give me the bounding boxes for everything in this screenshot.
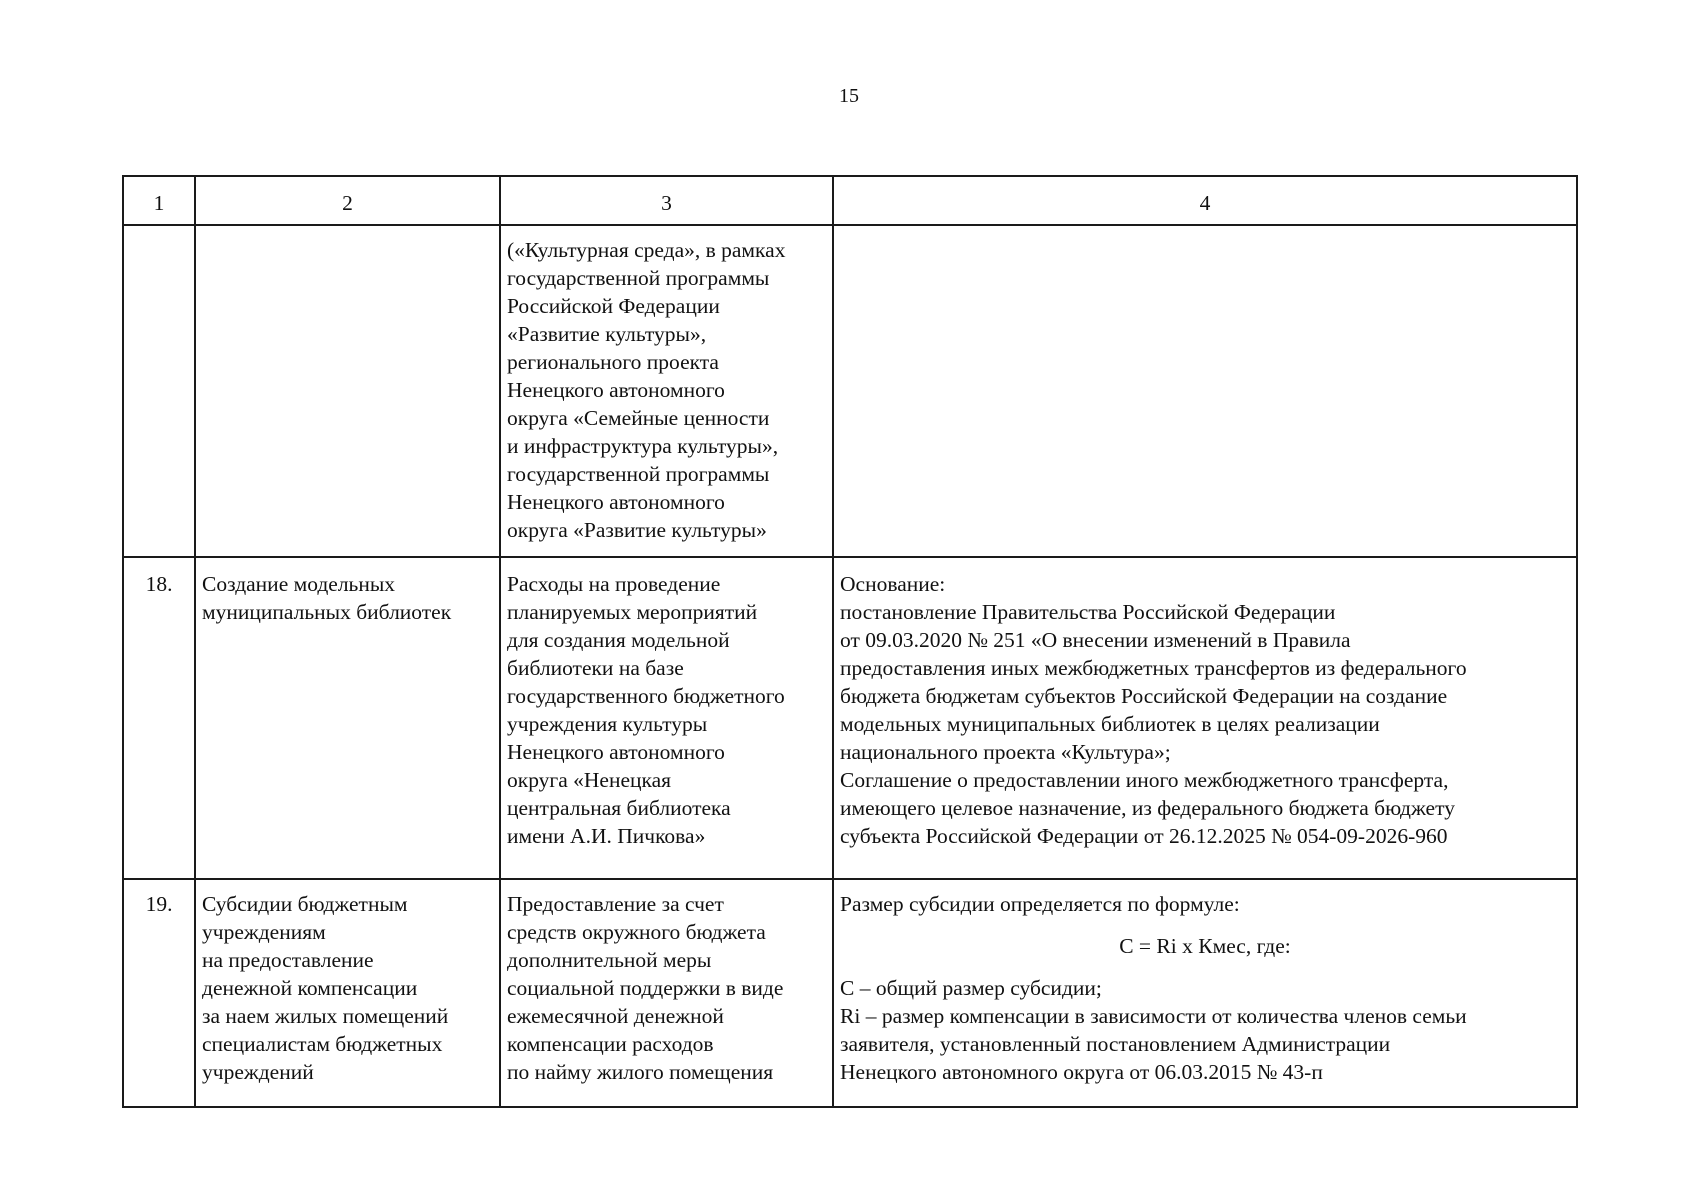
text-line: субъекта Российской Федерации от 26.12.2025 № 054-09-2026-960 xyxy=(840,824,1448,848)
text-line: постановление Правительства Российской Федерации xyxy=(840,600,1336,624)
table-row-continuation xyxy=(123,225,1577,557)
text-line: («Культурная среда», в рамках xyxy=(507,238,786,262)
text-line: Российской Федерации xyxy=(507,294,720,318)
text-line: бюджета бюджетам субъектов Российской Федерации на создание xyxy=(840,684,1448,708)
cell-basis-empty xyxy=(833,225,1577,557)
text-line: модельных муниципальных библиотек в целях реализации xyxy=(840,712,1380,736)
text-line: имеющего целевое назначение, из федерального бюджета бюджету xyxy=(840,796,1455,820)
text-line: за наем жилых помещений xyxy=(202,1004,449,1028)
text-line: социальной поддержки в виде xyxy=(507,976,784,1000)
text-line: и инфраструктура культуры», xyxy=(507,434,779,458)
text-line: дополнительной меры xyxy=(507,948,712,972)
text-line: Ненецкого автономного xyxy=(507,490,725,514)
cell-num-empty xyxy=(123,225,195,557)
text-line: государственной программы xyxy=(507,266,770,290)
text-line: округа «Развитие культуры» xyxy=(507,518,767,542)
table-header-row xyxy=(123,176,1577,225)
cell-row-number: 18. xyxy=(123,557,195,879)
table-row-19 xyxy=(123,879,1577,1107)
text-line: Ненецкого автономного xyxy=(507,378,725,402)
text-line: Ненецкого автономного округа от 06.03.2015 № 43-п xyxy=(840,1060,1323,1084)
text-line: учреждения культуры xyxy=(507,712,708,736)
text-line: Предоставление за счет xyxy=(507,892,724,916)
text-line: Ненецкого автономного xyxy=(507,740,725,764)
text-line: компенсации расходов xyxy=(507,1032,714,1056)
text-line: государственной программы xyxy=(507,462,770,486)
text-line: округа «Семейные ценности xyxy=(507,406,770,430)
text-line: средств окружного бюджета xyxy=(507,920,766,944)
text-line: по найму жилого помещения xyxy=(507,1060,774,1084)
text-line: муниципальных библиотек xyxy=(202,600,452,624)
text-line: имени А.И. Пичкова» xyxy=(507,824,706,848)
text-line: учреждений xyxy=(202,1060,314,1084)
cell-basis xyxy=(833,879,1577,1107)
formula-intro: Размер субсидии определяется по формуле: xyxy=(840,892,1240,916)
text-line: специалистам бюджетных xyxy=(202,1032,443,1056)
text-line: «Развитие культуры», xyxy=(507,322,707,346)
header-col-4: 4 xyxy=(833,176,1577,225)
text-line: национального проекта «Культура»; xyxy=(840,740,1171,764)
header-col-2: 2 xyxy=(195,176,500,225)
text-line: С – общий размер субсидии; xyxy=(840,976,1102,1000)
text-line: Субсидии бюджетным xyxy=(202,892,408,916)
text-line: государственного бюджетного xyxy=(507,684,785,708)
cell-item-name xyxy=(195,557,500,879)
text-line: округа «Ненецкая xyxy=(507,768,672,792)
text-line: предоставления иных межбюджетных трансфертов из федерального xyxy=(840,656,1467,680)
text-line: Расходы на проведение xyxy=(507,572,721,596)
text-line: Создание модельных xyxy=(202,572,396,596)
cell-description xyxy=(500,557,833,879)
document-table xyxy=(122,175,1578,1108)
formula: С = Ri x Кмес, где: xyxy=(1119,934,1291,958)
text-line: центральная библиотека xyxy=(507,796,731,820)
text-line: учреждениям xyxy=(202,920,326,944)
cell-description xyxy=(500,225,833,557)
text-line: ежемесячной денежной xyxy=(507,1004,724,1028)
text-line: Основание: xyxy=(840,572,946,596)
cell-item-name xyxy=(195,879,500,1107)
page-number: 15 xyxy=(839,85,859,107)
text-line: от 09.03.2020 № 251 «О внесении изменений в Правила xyxy=(840,628,1351,652)
text-line: библиотеки на базе xyxy=(507,656,684,680)
text-line: для создания модельной xyxy=(507,628,730,652)
cell-basis xyxy=(833,557,1577,879)
text-line: Соглашение о предоставлении иного межбюджетного трансферта, xyxy=(840,768,1449,792)
cell-description xyxy=(500,879,833,1107)
text-line: заявителя, установленный постановлением Администрации xyxy=(840,1032,1391,1056)
text-line: Ri – размер компенсации в зависимости от количества членов семьи xyxy=(840,1004,1467,1028)
text-line: на предоставление xyxy=(202,948,374,972)
header-col-1: 1 xyxy=(123,176,195,225)
cell-row-number: 19. xyxy=(123,879,195,1107)
text-line: планируемых мероприятий xyxy=(507,600,758,624)
table-row-18 xyxy=(123,557,1577,879)
header-col-3: 3 xyxy=(500,176,833,225)
text-line: денежной компенсации xyxy=(202,976,418,1000)
cell-name-empty xyxy=(195,225,500,557)
text-line: регионального проекта xyxy=(507,350,719,374)
